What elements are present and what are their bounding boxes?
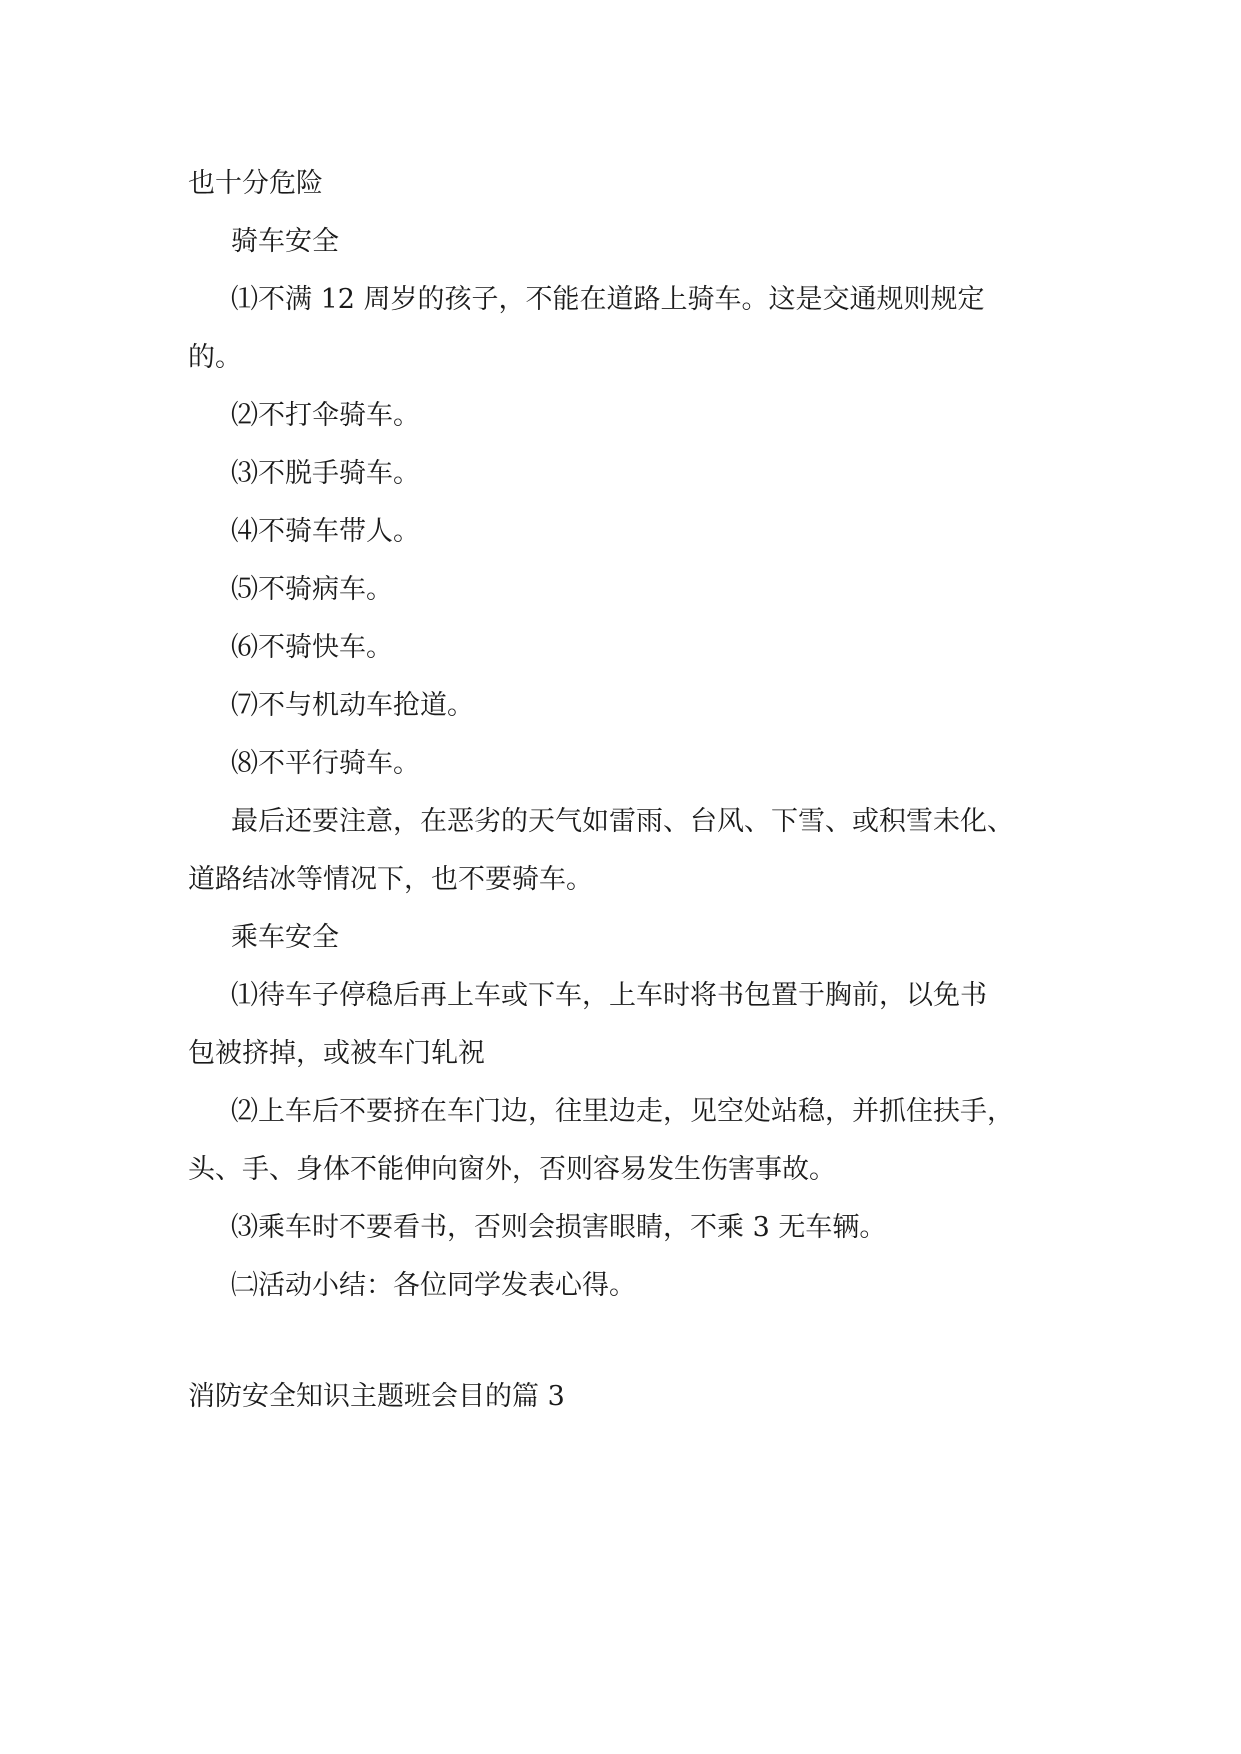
text-line: 也十分危险 — [188, 168, 323, 199]
text-line: 的。 — [188, 342, 242, 373]
text-line: 最后还要注意，在恶劣的天气如雷雨、台风、下雪、或积雪未化、 — [231, 806, 1014, 837]
text-line: ⑶乘车时不要看书，否则会损害眼睛，不乘 3 无车辆。 — [231, 1212, 887, 1243]
list-item: ⑹不骑快车。 — [231, 632, 393, 663]
text-line: 头、手、身体不能伸向窗外，否则容易发生伤害事故。 — [188, 1154, 836, 1185]
text-line: 包被挤掉，或被车门轧祝 — [188, 1038, 485, 1069]
list-item: ⑵不打伞骑车。 — [231, 400, 420, 431]
article-title: 消防安全知识主题班会目的篇 3 — [188, 1381, 565, 1412]
list-item: ⑸不骑病车。 — [231, 574, 393, 605]
text-line: ⑴待车子停稳后再上车或下车，上车时将书包置于胸前，以免书 — [231, 980, 987, 1011]
section-heading-cycling: 骑车安全 — [231, 226, 339, 257]
text-line: ㈡活动小结：各位同学发表心得。 — [231, 1270, 636, 1301]
list-item: ⑶不脱手骑车。 — [231, 458, 420, 489]
list-item: ⑻不平行骑车。 — [231, 748, 420, 779]
text-line: ⑴不满 12 周岁的孩子，不能在道路上骑车。这是交通规则规定 — [231, 284, 985, 315]
text-line: 道路结冰等情况下，也不要骑车。 — [188, 864, 593, 895]
list-item: ⑺不与机动车抢道。 — [231, 690, 474, 721]
list-item: ⑷不骑车带人。 — [231, 516, 420, 547]
section-heading-riding: 乘车安全 — [231, 922, 339, 953]
text-line: ⑵上车后不要挤在车门边，往里边走，见空处站稳，并抓住扶手， — [231, 1096, 1014, 1127]
